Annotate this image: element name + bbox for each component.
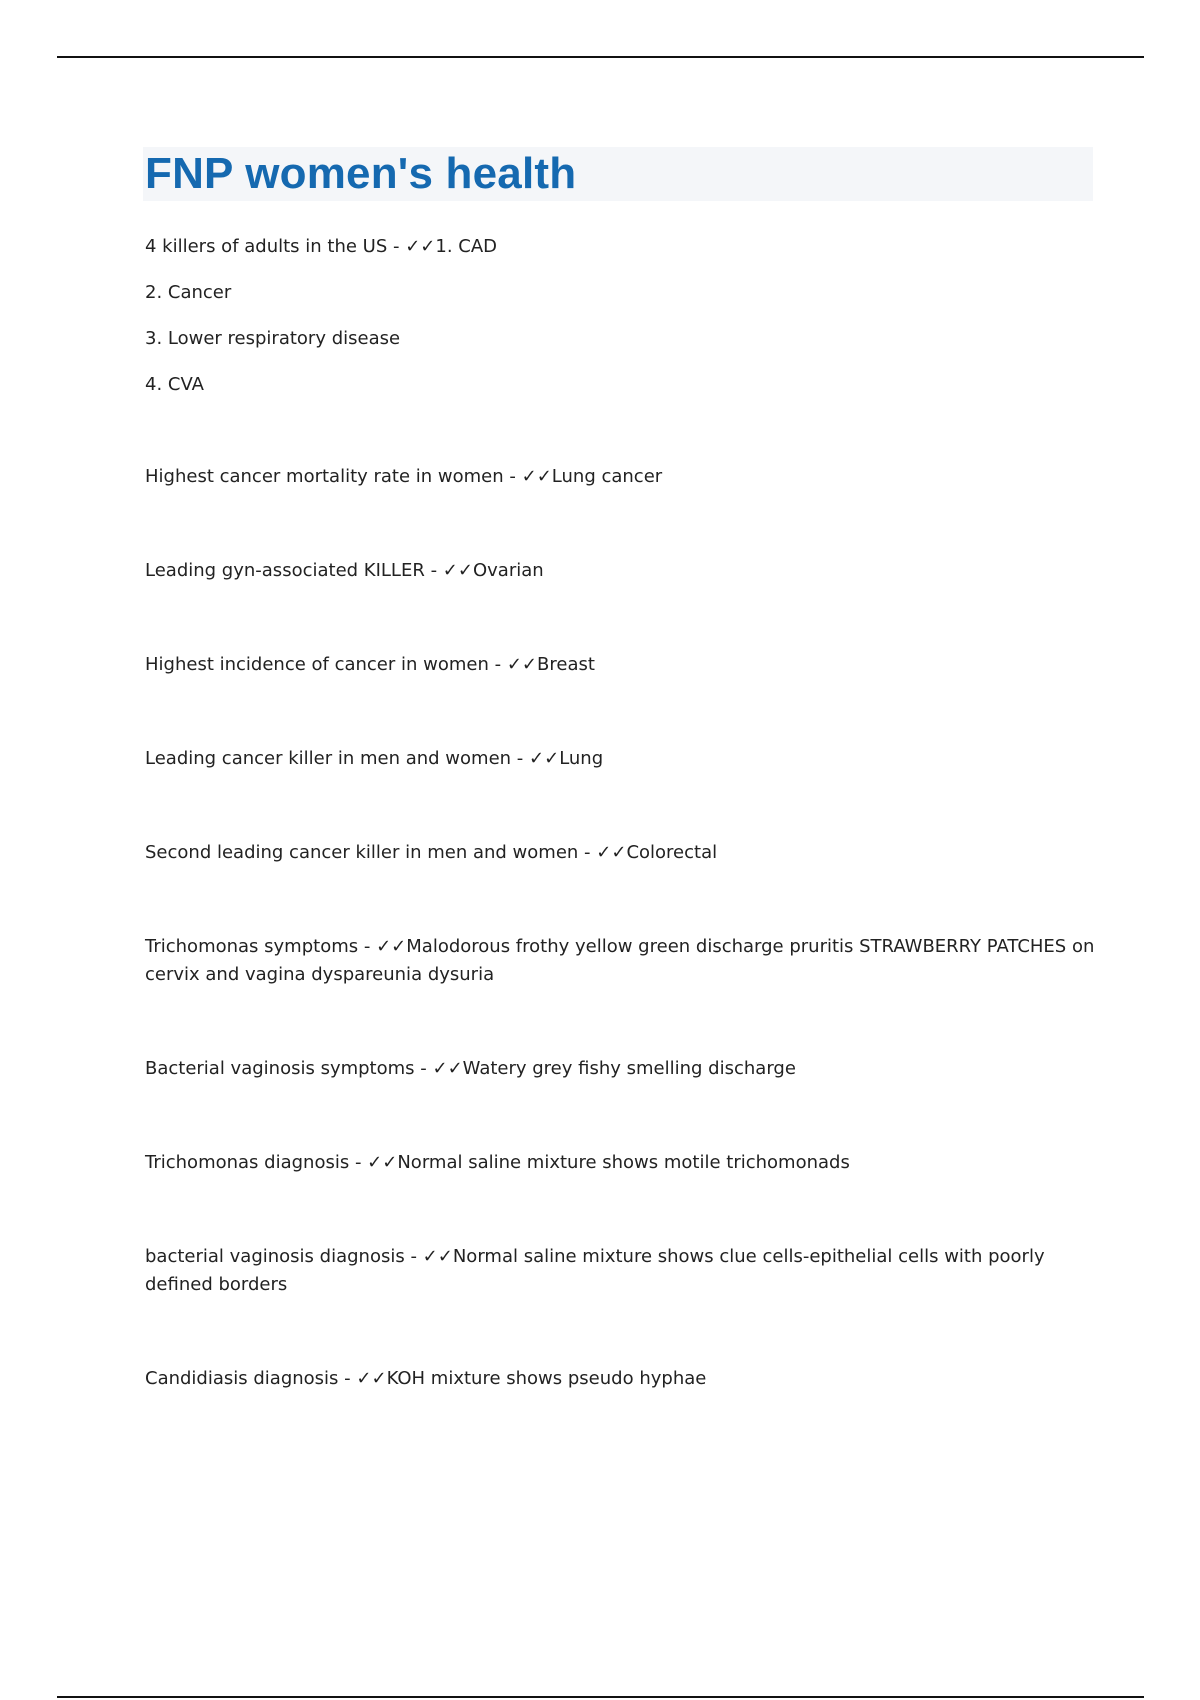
document-body [145, 147, 1095, 1393]
qa-line: Trichomonas symptoms - ✓✓Malodorous frothy yellow green discharge pruritis STRAWBERRY PATCHES on cervix and vagina dyspareunia dysuria [145, 936, 1095, 985]
question-text: Trichomonas diagnosis [145, 1152, 350, 1173]
answer-text: Malodorous frothy yellow green discharge pruritis STRAWBERRY PATCHES on cervix and vagina dyspareunia dysuria [145, 936, 1095, 985]
qa-line: Second leading cancer killer in men and women - ✓✓Colorectal [145, 842, 718, 863]
check-icon: ✓✓ [521, 466, 552, 487]
answer-text: 1. CAD [435, 236, 498, 257]
qa-line: Leading gyn-associated KILLER - ✓✓Ovarian [145, 560, 544, 581]
top-rule [57, 56, 1144, 58]
qa-item [145, 1149, 1095, 1177]
qa-line: Trichomonas diagnosis - ✓✓Normal saline mixture shows motile trichomonads [145, 1152, 850, 1173]
check-icon: ✓✓ [405, 236, 436, 257]
qa-item [145, 839, 1095, 867]
question-text: Candidiasis diagnosis [145, 1368, 339, 1389]
qa-line: Highest cancer mortality rate in women - ✓✓Lung cancer [145, 466, 663, 487]
qa-item [145, 745, 1095, 773]
qa-item [145, 1365, 1095, 1393]
answer-text: KOH mixture shows pseudo hyphae [386, 1368, 707, 1389]
question-text: Trichomonas symptoms [145, 936, 359, 957]
question-text: Leading cancer killer in men and women [145, 748, 512, 769]
bottom-rule [57, 1696, 1144, 1698]
answer-line: 3. Lower respiratory disease [145, 328, 401, 349]
qa-item [145, 1243, 1095, 1299]
check-icon: ✓✓ [506, 654, 538, 675]
check-icon: ✓✓ [356, 1368, 387, 1389]
question-text: Highest incidence of cancer in women [145, 654, 489, 675]
answer-text: Breast [537, 654, 595, 675]
document-title: FNP women's health [145, 149, 577, 198]
check-icon: ✓✓ [529, 748, 560, 769]
answer-text: Lung cancer [551, 466, 663, 487]
question-text: bacterial vaginosis diagnosis [145, 1246, 405, 1267]
answer-text: Ovarian [472, 560, 544, 581]
check-icon: ✓✓ [376, 936, 407, 957]
question-text: Second leading cancer killer in men and women [145, 842, 579, 863]
answer-text: Normal saline mixture shows motile trichomonads [397, 1152, 850, 1173]
qa-item [145, 557, 1095, 585]
qa-item [145, 463, 1095, 491]
qa-line: 4 killers of adults in the US - ✓✓1. CAD [145, 236, 498, 257]
question-text: Highest cancer mortality rate in women [145, 466, 504, 487]
answer-text: Colorectal [626, 842, 718, 863]
check-icon: ✓✓ [596, 842, 627, 863]
qa-line: bacterial vaginosis diagnosis - ✓✓Normal saline mixture shows clue cells-epithelial cells with poorly defined borders [145, 1246, 1045, 1295]
check-icon: ✓✓ [367, 1152, 398, 1173]
qa-line: Leading cancer killer in men and women - ✓✓Lung [145, 748, 604, 769]
qa-line: Bacterial vaginosis symptoms - ✓✓Watery grey fishy smelling discharge [145, 1058, 796, 1079]
check-icon: ✓✓ [432, 1058, 463, 1079]
qa-line: Highest incidence of cancer in women - ✓✓Breast [145, 654, 595, 675]
title-bar [143, 147, 1093, 201]
answer-text: Normal saline mixture shows clue cells-epithelial cells with poorly defined borders [145, 1246, 1045, 1295]
answer-text: Watery grey fishy smelling discharge [462, 1058, 796, 1079]
qa-item [145, 1055, 1095, 1083]
question-text: Leading gyn-associated KILLER [145, 560, 425, 581]
check-icon: ✓✓ [442, 560, 473, 581]
answer-line: 2. Cancer [145, 282, 232, 303]
qa-item [145, 651, 1095, 679]
answer-text: Lung [559, 748, 604, 769]
check-icon: ✓✓ [422, 1246, 453, 1267]
qa-item [145, 933, 1095, 989]
question-text: Bacterial vaginosis symptoms [145, 1058, 415, 1079]
answer-line: 4. CVA [145, 374, 204, 395]
qa-line: Candidiasis diagnosis - ✓✓KOH mixture shows pseudo hyphae [145, 1368, 707, 1389]
qa-list-item [145, 233, 1095, 399]
question-text: 4 killers of adults in the US [145, 236, 388, 257]
